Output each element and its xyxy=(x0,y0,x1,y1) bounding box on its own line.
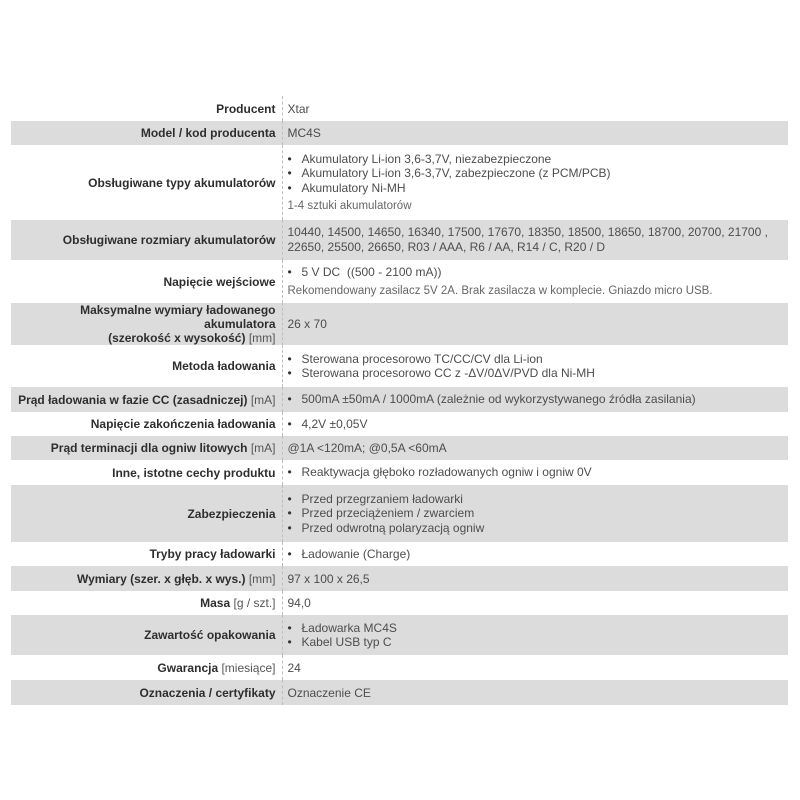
spec-label: Inne, istotne cechy produktu xyxy=(11,460,282,485)
list-item: • Przed przegrzaniem ładowarki xyxy=(288,492,789,507)
spec-value: 94,0 xyxy=(287,596,311,610)
spec-value xyxy=(282,345,788,387)
list-item: • Akumulatory Ni-MH xyxy=(288,181,789,196)
list-item: • Przed przeciążeniem / zwarciem xyxy=(288,506,789,521)
spec-value: 26 x 70 xyxy=(282,303,788,345)
spec-row-battery-sizes xyxy=(11,220,788,260)
spec-row-input-voltage xyxy=(11,260,788,303)
list-item: • 4,2V ±0,05V xyxy=(288,417,789,432)
spec-value: 24 xyxy=(287,660,301,675)
spec-label: Wymiary (szer. x głęb. x wys.) [mm] xyxy=(11,566,282,591)
spec-label: Maksymalne wymiary ładowanego akumulatora (szerokość x wysokość) [mm] xyxy=(11,303,282,345)
battery-types-list xyxy=(288,152,789,196)
spec-row-operating-modes xyxy=(11,542,788,566)
spec-value: MC4S xyxy=(282,121,788,145)
spec-row-cc-current xyxy=(11,387,788,412)
unit: [mA] xyxy=(250,392,276,407)
spec-label: Masa [g / szt.] xyxy=(11,591,282,615)
spec-value xyxy=(282,542,788,566)
list-item: • Przed odwrotną polaryzacją ogniw xyxy=(288,521,789,536)
spec-label: Producent xyxy=(11,96,282,121)
list-item: • 500mA ±50mA / 1000mA (zależnie od wykorzystywanego źródła zasilania) xyxy=(288,392,789,407)
unit: [mm] xyxy=(248,331,276,345)
input-voltage-list xyxy=(288,265,789,280)
protections-list xyxy=(288,492,789,536)
spec-value xyxy=(282,460,788,485)
spec-value xyxy=(282,615,788,655)
spec-value xyxy=(282,260,788,303)
spec-label: Napięcie wejściowe xyxy=(11,260,282,303)
spec-label: Obsługiwane rozmiary akumulatorów xyxy=(11,220,282,260)
spec-label: Obsługiwane typy akumulatorów xyxy=(11,145,282,220)
spec-row-model xyxy=(11,121,788,145)
spec-label: Tryby pracy ładowarki xyxy=(11,542,282,566)
unit: [mm] xyxy=(248,571,276,586)
list-item: • Ładowanie (Charge) xyxy=(288,547,789,562)
spec-label: Zawartość opakowania xyxy=(11,615,282,655)
spec-label: Oznaczenia / certyfikaty xyxy=(11,680,282,705)
list-item: • 5 V DC ((500 - 2100 mA)) xyxy=(288,265,789,280)
spec-value: Xtar xyxy=(287,101,310,116)
list-item: • Sterowana procesorowo CC z -ΔV/0ΔV/PVD dla Ni-MH xyxy=(288,366,789,381)
spec-row-max-battery-dimensions xyxy=(11,303,788,345)
unit: [miesiące] xyxy=(221,660,276,675)
list-item: • Reaktywacja głęboko rozładowanych ogniw i ogniw 0V xyxy=(288,465,789,480)
spec-value: 10440, 14500, 14650, 16340, 17500, 17670, 18350, 18500, 18650, 18700, 20700, 21700 , 22650, 25500, 26650, R03 / AAA, R6 / AA, R14 / C, R20 / D xyxy=(282,220,788,260)
list-item: • Sterowana procesorowo TC/CC/CV dla Li-ion xyxy=(288,352,789,367)
spec-label: Napięcie zakończenia ładowania xyxy=(11,412,282,436)
list-item: • Akumulatory Li-ion 3,6-3,7V, niezabezpieczone xyxy=(288,152,789,167)
spec-label: Prąd terminacji dla ogniw litowych [mA] xyxy=(11,436,282,460)
spec-row-protections xyxy=(11,485,788,542)
spec-label: Prąd ładowania w fazie CC (zasadniczej) [mA] xyxy=(11,387,282,412)
spec-row-charging-method xyxy=(11,345,788,387)
spec-row-certifications xyxy=(11,680,788,705)
list-item: • Akumulatory Li-ion 3,6-3,7V, zabezpieczone (z PCM/PCB) xyxy=(288,166,789,181)
spec-label: Metoda ładowania xyxy=(11,345,282,387)
spec-value: Oznaczenie CE xyxy=(282,680,788,705)
spec-value xyxy=(282,412,788,436)
spec-value: 97 x 100 x 26,5 xyxy=(282,566,788,591)
product-spec-table xyxy=(11,96,788,705)
spec-row-other-features xyxy=(11,460,788,485)
spec-label: Model / kod producenta xyxy=(11,121,282,145)
spec-row-warranty xyxy=(11,655,788,680)
package-contents-list xyxy=(288,621,789,650)
spec-note: 1-4 sztuki akumulatorów xyxy=(287,200,412,213)
spec-row-mass xyxy=(11,591,788,615)
spec-row-termination-current xyxy=(11,436,788,460)
spec-row-package-contents xyxy=(11,615,788,655)
spec-row-end-voltage xyxy=(11,412,788,436)
list-item: • Ładowarka MC4S xyxy=(288,621,789,636)
unit: [g / szt.] xyxy=(233,596,276,610)
spec-value xyxy=(282,485,788,542)
spec-row-producer xyxy=(11,96,788,121)
spec-note: Rekomendowany zasilacz 5V 2A. Brak zasilacza w komplecie. Gniazdo micro USB. xyxy=(287,284,713,297)
spec-label: Zabezpieczenia xyxy=(11,485,282,542)
spec-row-battery-types xyxy=(11,145,788,220)
list-item: • Kabel USB typ C xyxy=(288,635,789,650)
unit: [mA] xyxy=(250,441,276,455)
spec-value xyxy=(282,387,788,412)
spec-value xyxy=(282,145,788,220)
spec-label: Gwarancja [miesiące] xyxy=(11,655,282,680)
spec-value: @1A <120mA; @0,5A <60mA xyxy=(282,436,788,460)
spec-row-dimensions xyxy=(11,566,788,591)
charging-method-list xyxy=(288,352,789,381)
